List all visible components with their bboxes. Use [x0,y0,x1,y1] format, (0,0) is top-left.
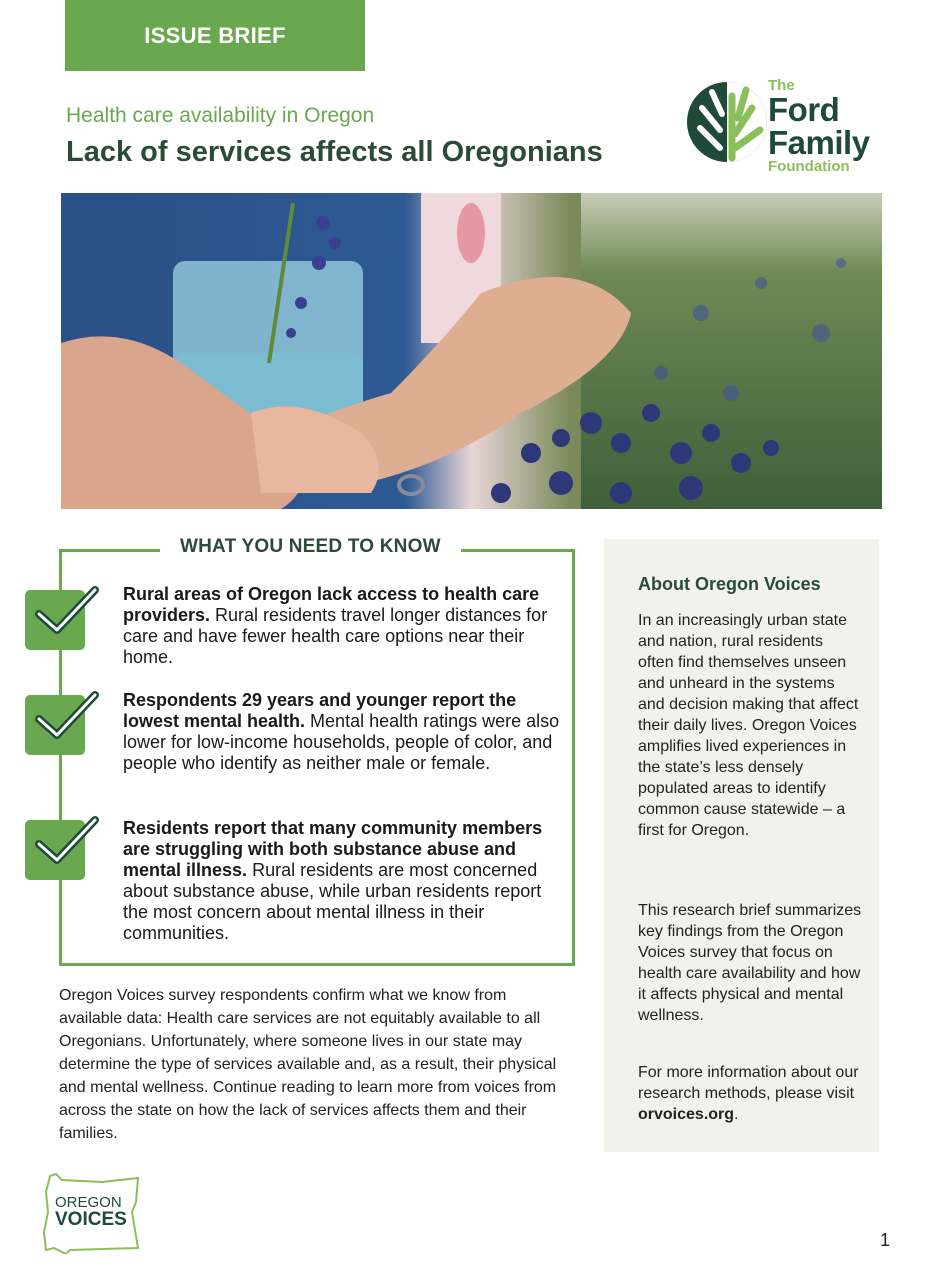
key-finding-3: Residents report that many community members are struggling with both substance abuse and mental illness. Rural residents are most concerned about substance abuse, while urban residents report the most concern about mental illness in their communities. [123,818,543,943]
page-subtitle: Health care availability in Oregon [66,104,375,127]
sidebar-paragraph-3: For more information about our research methods, please visit orvoices.org. [638,1064,859,1123]
key-finding-1: Rural areas of Oregon lack access to health care providers. Rural residents travel longer distances for care and have fewer health care options near their home. [123,584,548,667]
page-number: 1 [880,1230,891,1250]
about-oregon-voices-panel [604,539,879,1152]
sidebar-paragraph-1: In an increasingly urban state and nation, rural residents often find themselves unseen and unheard in the systems and decision making that affect their daily lives. Oregon Voices amplifies lived experiences in the state’s less densely populated areas to identify common cause statewide – a first for Oregon. [638,612,859,839]
sidebar-paragraph-2: This research brief summarizes key findings from the Oregon Voices survey that focus on health care availability and how it affects physical and mental wellness. [638,902,862,1024]
intro-paragraph: Oregon Voices survey respondents confirm what we know from available data: Health care services are not equitably available to all Oregonians. Unfortunately, where someone lives in our state may determine the type of services available and, as a result, their physical and mental wellness. Continue reading to learn more from voices from across the state on how the lack of services affects them and their families. [59,987,557,1142]
orvoices-link[interactable]: orvoices.org [638,1106,735,1123]
check-icon [25,590,85,650]
hero-photo-icon [61,193,882,509]
hero-photo [61,193,882,509]
check-icon [25,820,85,880]
issue-brief-tag: ISSUE BRIEF [65,0,365,71]
sidebar-title: About Oregon Voices [638,574,821,594]
ford-family-foundation-wordmark: The Ford Family Foundation [768,77,870,175]
key-finding-2: Respondents 29 years and younger report the lowest mental health. Mental health ratings were also lower for low-income households, people of color, and people who identify as neither male or female. [123,690,560,773]
what-you-need-to-know-heading: WHAT YOU NEED TO KNOW [160,536,461,558]
oregon-voices-logo: OREGON VOICES [55,1194,127,1230]
check-icon [25,695,85,755]
page-title: Lack of services affects all Oregonians [66,136,603,168]
